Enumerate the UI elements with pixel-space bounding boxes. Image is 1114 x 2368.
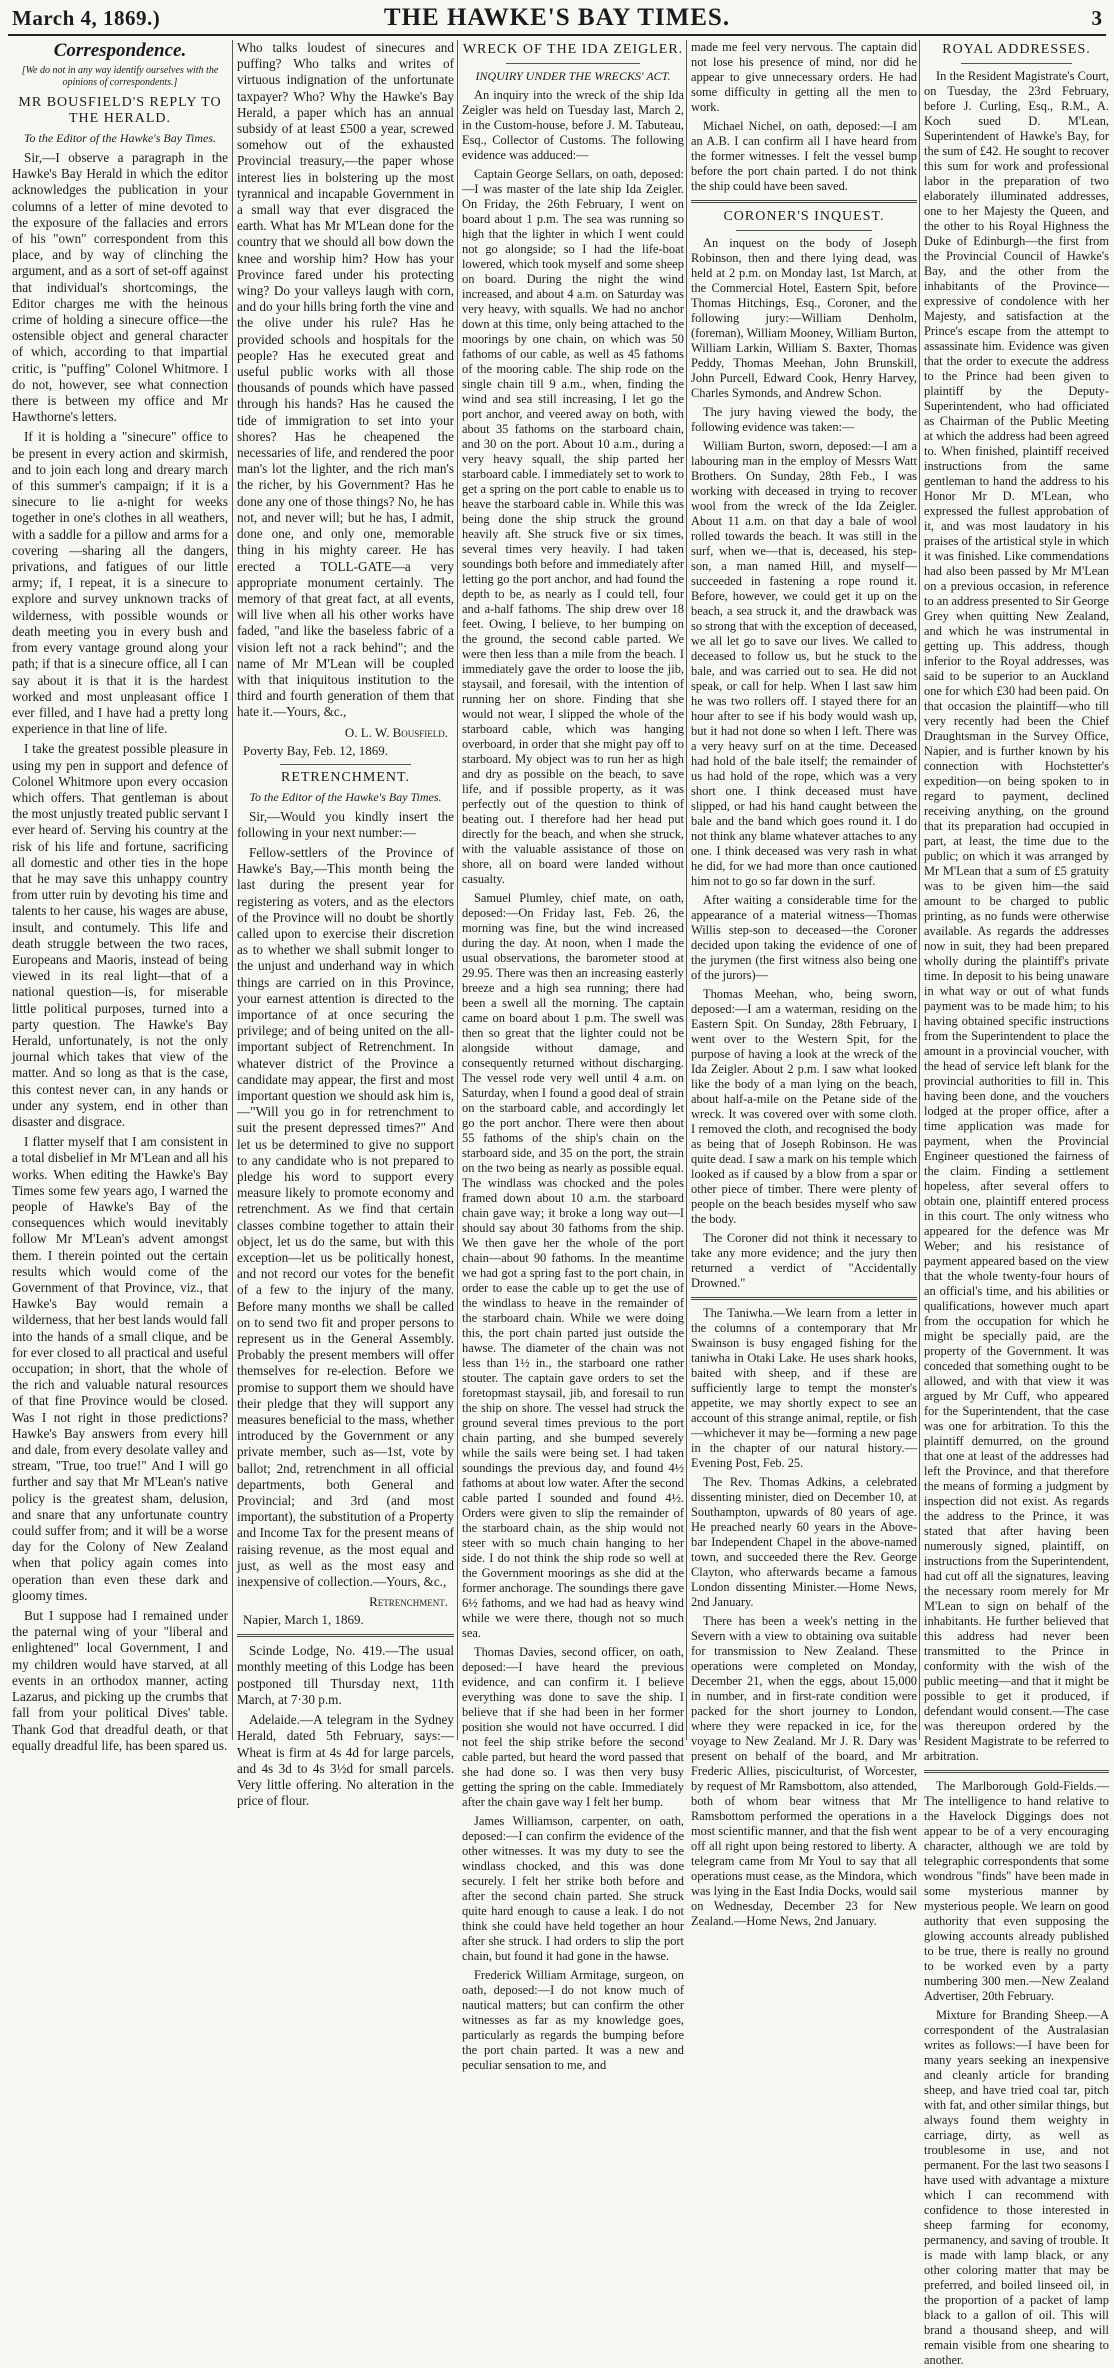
letter-title-retrenchment: RETRENCHMENT. [280, 769, 410, 785]
paragraph: After waiting a considerable time for the appearance of a material witness—Thomas Willis step-son to deceased—the Coroner decided upon taking the evidence of one of the jurymen (the first witness also being one of the jurors)— [691, 893, 917, 982]
paragraph: The jury having viewed the body, the following evidence was taken:— [691, 405, 917, 434]
letter-address: To the Editor of the Hawke's Bay Times. [249, 789, 442, 804]
divider [736, 230, 872, 231]
column-2 [232, 40, 458, 1809]
letter-signature: O. L. W. Bousfield. [344, 724, 448, 740]
news-item-adkins: The Rev. Thomas Adkins, a celebrated dissenting minister, died on December 10, at Southampton, upwards of 80 years of age. He preached nearly 60 years in the Above-bar Independent Chapel in the above-named town, and succeeded there the Rev. George Clayton, who afterwards became a famous London dissenting Minister.—Home News, 2nd January. [691, 1475, 917, 1609]
article-title-inquest: CORONER'S INQUEST. [723, 209, 885, 224]
paragraph: made me feel very nervous. The captain did not lose his presence of mind, nor did he appear to give unnecessary orders. He had some difficulty in getting all the men to work. [691, 40, 917, 114]
paragraph: Michael Nichel, on oath, deposed:—I am an A.B. I can confirm all I have heard from the former witnesses. I felt the vessel bump before the port chain parted. I do not think the ship could have been saved. [691, 119, 917, 193]
paragraph: Thomas Davies, second officer, on oath, deposed:—I have heard the previous evidence, and can confirm it. I believe everything was done to save the ship. I believe that if she had been in her former position she would not have occurred. I did not feel the ship strike before the second cable parted, but heard the word passed that she had done so. I was then very busy getting the spring on the cable. Immediately after the chain gave way I felt her bump. [462, 1645, 684, 1809]
article-title-royal-addresses: ROYAL ADDRESSES. [942, 42, 1091, 57]
news-item-taniwha: The Taniwha.—We learn from a letter in the columns of a contemporary that Mr Swainson is busy engaged fishing for the taniwha in Otaki Lake. He uses shark hooks, baited with sheep, and if these are sufficiently large to tempt the monster's appetite, we may shortly expect to see an account of this strange animal, reptile, or fish—whichever it may be—forming a new page in the chapter of our natural history.—Evening Post, Feb. 25. [691, 1306, 917, 1470]
masthead [8, 4, 1106, 36]
letter-title-bousfield: MR BOUSFIELD'S REPLY TO THE HERALD. [18, 95, 222, 126]
article-subtitle: INQUIRY UNDER THE WRECKS' ACT. [475, 69, 671, 83]
news-item-lodge: Scinde Lodge, No. 419.—The usual monthly meeting of this Lodge has been postponed till Thursday next, 11th March, at 7·30 p.m. [237, 1643, 454, 1707]
paragraph: An inquest on the body of Joseph Robinson, then and there lying dead, was held at 2 p.m. on Monday last, 1st March, at the Commercial Hotel, Eastern Spit, before Thomas Hitchings, Esq., Coroner, and the following jury:—William Denholm, (foreman), William Mooney, William Burton, William Larkin, William S. Baxter, Thomas Peddy, Thomas Meehan, John Brunskill, John Purcell, Edward Cook, Henry Harvey, Charles Symonds, and Andrew Schon. [691, 236, 917, 400]
issue-date: March 4, 1869.) [12, 6, 161, 30]
paragraph: Samuel Plumley, chief mate, on oath, deposed:—On Friday last, Feb. 26, the morning was fine, but the wind increased during the day. At noon, when I made the usual observations, the barometer stood at 29.95. There was then an increasing easterly breeze and a high sea running; there had been a swell all the morning. The captain came on board about 1 p.m. The swell was then so great that the lighter could not be alongside without damage, and consequently returned without discharging. The vessel rode very well until 4 a.m. on Saturday, when I found a good deal of strain on the starboard cable, and accordingly let go the port anchor. There were then about 55 fathoms of the ship's chain on the starboard side, and 35 on the port, the strain on the two being as nearly as possible equal. The windlass was chocked and the poles framed down about 10 a.m. the starboard chain gave way; it broke a long way out—I should say about 30 fathoms from the ship. We then gave her the whole of the port chain—about 90 fathoms. In the meantime we had got a spring fast to the port chain, in order to ease the cable up to get the use of the windlass to heave in the remainder of the starboard chain. While we were doing this, the port chain parted just outside the hawse. The diameter of the chain was not less than 1½ in., the starboard one rather stouter. The captain gave orders to set the foretopmast staysail, jib, and foresail to run the ship on shore. The vessel had struck the ground several times previous to the port chain parting, and she bumped severely while the sails were being set. I had taken soundings the previous day, and found 4½ fathoms at about low water. After the second cable parted I sounded and found 4½. Orders were given to slip the remainder of the starboard chain, as the ship would not steer with so much chain hanging to her side. I do not think the ship rode so well at the Government moorings as she did at the former anchorage. The soundings there gave 6½ fathoms, and we had had as heavy wind while we were there, though not so much sea. [462, 891, 684, 1640]
news-item-salmon-ova: There has been a week's netting in the Severn with a view to obtaining ova suitable for transmission to New Zealand. These operations were completed on Monday, December 21, when the eggs, about 15,000 in number, and in first-rate condition were packed for the short journey to London, where they were repacked in ice, for the voyage to New Zealand. Mr J. R. Dary was present on behalf of the board, and Mr Frederic Allies, pisciculturist, of Worcester, by request of Mr Ramsbottom, also attended, both of whom bear witness that Mr Ramsbottom performed the operations in a most scientific manner, and that the fish went off all right upon being restored to liberty. A telegram came from Mr Youl to say that all operations must cease, as the Mindora, which was lying in the East India Docks, would sail on Wednesday, December 23 for New Zealand.—Home News, 2nd January. [691, 1614, 917, 1928]
column-3 [457, 40, 688, 2072]
column-5 [919, 40, 1113, 2367]
paragraph: The Coroner did not think it necessary to take any more evidence; and the jury then returned a verdict of "Accidentally Drowned." [691, 1231, 917, 1290]
newspaper-title: THE HAWKE'S BAY TIMES. [383, 4, 731, 31]
paragraph: Who talks loudest of sinecures and puffing? Who talks and writes of virtuous indignation of the unfortunate taxpayer? Who? Why the Hawke's Bay Herald, a paper which has an annual subsidy of at least £500 a year, screwed somehow out of the exhausted Provincial treasury,—the paper whose interest lies in bolstering up the most tyrannical and incapable Government in a small way that ever disgraced the earth. What has Mr M'Lean done for the country that we should all bow down the knee and worship him? How has your Province fared under his protecting wing? Do your valleys laugh with corn, and do your hills bring forth the vine and the olive under his rule? Has he provided schools and hospitals for the people? Has he executed great and useful public works with all those thousands of pounds which have passed through his hands? Has he caused the tide of immigration to set into your shores? Has he cheapened the necessaries of life, and rendered the poor man's lot the lighter, and the rich man's the richer, by his Government? Has he done any one of those things? No, he has not, and never will; but he has, I admit, done one, and only one, memorable thing in his mighty career. He has erected a TOLL-GATE—a very appropriate monument certainly. The memory of that great fact, at all events, will live when all his other works have faded, "and like the baseless fabric of a vision left not a rack behind"; and the name of Mr M'Lean will be coupled with that iniquitous institution to the third and fourth generation of them that hate it.—Yours, &c., [237, 40, 454, 720]
divider [237, 1634, 454, 1637]
news-item-branding-sheep: Mixture for Branding Sheep.—A correspondent of the Australasian writes as follows:—I have been for many years seeking an inexpensive and cleanly article for branding sheep, and have tried coal tar, pitch with fat, and other similar things, but always found them weighty in carriage, dirty, as well as troublesome in use, and not permanent. For the last two seasons I have used with advantage a mixture which I can recommend with confidence to those interested in sheep farming for economy, permanency, and saving of trouble. It is made with lamp black, or any other coloring matter that may be preferred, and boiled linseed oil, in the proportion of a packet of lamp black to a gallon of oil. This will brand a thousand sheep, and will remain visible from one shearing to another. [924, 2008, 1109, 2367]
paragraph: I take the greatest possible pleasure in using my pen in support and defence of Colonel Whitmore upon every occasion which offers. That gentleman is about the most unjustly treated public servant I ever heard of. Serving his country at the risk of his life and fortune, sacrificing all domestic and other ties in the hope that he may save this unhappy country from utter ruin by devoting his time and talents to her cause, his wages are abuse, insult, and contumely. This life and death struggle between the two races, Europeans and Maoris, instead of being viewed in its real light—that of a national question—is, for miserable little political purposes, turned into a party question. The Hawke's Bay Herald, unfortunately, is not the only journal which takes that view of the matter. And so long as that is the case, this contest never can, in any hands or under any system, end in other than disaster and disgrace. [12, 741, 228, 1129]
editor-disclaimer: [We do not in any way identify ourselves with the opinions of correspondents.] [21, 65, 219, 88]
paragraph: Frederick William Armitage, surgeon, on oath, deposed:—I do not know much of nautical matters; but can confirm the other witnesses as far as my knowledge goes, particularly as regards the bumping before the port chain parted. It was a new and peculiar sensation to me, and [462, 1968, 684, 2072]
paragraph: Thomas Meehan, who, being sworn, deposed:—I am a waterman, residing on the Eastern Spit. On Sunday, 28th February, I went over to the Western Spit, for the purpose of having a look at the wreck of the Ida Zeigler. About 2 p.m. I saw what looked like the body of a man lying on the beach, about half-a-mile on the Petane side of the wreck. It was covered over with some cloth. I removed the cloth, and recognised the body as being that of Joseph Robinson. He was quite dead. I saw a mark on his temple which looked as if caused by a blow from a spar or other piece of timber. There were plenty of people on the beach besides myself who saw the body. [691, 987, 917, 1226]
paragraph: But I suppose had I remained under the paternal wing of your "liberal and enlightened" local Government, I and my children would have starved, at all events in an orthodox manner, acting Lazarus, and picking up the crumbs that fall from your political Dives' table. Thank God that dreadful death, or that equally dreadful life, has been spared us. [12, 1608, 228, 1753]
paragraph: Fellow-settlers of the Province of Hawke's Bay,—This month being the last during the present year for registering as voters, and as the electors of the Province will no doubt be shortly called upon to exercise their discretion as to whether we shall submit longer to the unjust and underhand way in which things are carried on in this Province, your earnest attention is directed to the importance of at once securing the privilege; and of being united on the all-important subject of Retrenchment. In whatever district of the Province a candidate may appear, the first and most important question we should ask him is,—"Will you go in for retrenchment to suit the present depressed times?" And let us be determined to give no support to any candidate who is not prepared to pledge his word to support every measure likely to promote economy and retrenchment. As we find that certain classes combine together to attain their object, let us do the same, but with this exception—let us be politically honest, and not record our votes for the benefit of a few to the injury of the many. Before many months we shall be called on to send two fit and proper persons to represent us in the General Assembly. Probably the present members will offer themselves for re-election. Before we promise to support them we should have their pledge that they will support any measures beneficial to the mass, whether introduced by the Government or any private member, such as—1st, vote by ballot; 2nd, retrenchment in all official departments, both General and Provincial; and 3rd (and most important), the substitution of a Property and Income Tax for the present means of raising revenue, as the most equal and just, as well as the most easy and inexpensive of collection.—Yours, &c., [237, 844, 454, 1590]
paragraph: I flatter myself that I am consistent in a total disbelief in Mr M'Lean and all his works. When editing the Hawke's Bay Times some few years ago, I warned the people of Hawke's Bay of the consequences which would inevitably follow Mr M'Lean's advent amongst them. I therein pointed out the certain results which would come of the Government of that Province, viz., that Hawke's Bay would remain a wilderness, that her best lands would fall into the hands of a small clique, and be for ever closed to all practical and useful occupation; in short, that the whole of the rich and valuable natural resources of that fine Province would be closed. Was I not right in those predictions? Hawke's Bay answers from every hill and dale, from every desolate valley and stream, "True, too true!" And I will go further and say that Mr M'Lean's native policy is the greatest sham, delusion, and snare that any unfortunate country could suffer from; and it will be a worse day for the Colony of New Zealand when that policy again comes into operation than even these dark and gloomy times. [12, 1134, 228, 1603]
columns [8, 40, 1109, 2367]
section-heading-correspondence: Correspondence. [53, 40, 187, 61]
letter-place-date: Poverty Bay, Feb. 12, 1869. [243, 742, 389, 758]
paragraph: James Williamson, carpenter, on oath, deposed:—I can confirm the evidence of the other witnesses. It was my duty to see the windlass chocked, and this was done securely. I felt her strike both before and after the second chain parted. She struck quite hard enough to cause a leak. I do not think she could have held together an hour after she struck. I had orders to slip the port chain, but found it had gone in the hawse. [462, 1814, 684, 1963]
letter-signature: Retrenchment. [369, 1594, 448, 1610]
news-item-adelaide: Adelaide.—A telegram in the Sydney Herald, dated 5th February, says:—Wheat is firm at 4s 4d for large parcels, and 4s 3d to 4s 3½d for small parcels. Very little offering. No alteration in the price of flour. [237, 1712, 454, 1809]
paragraph: Sir,—I observe a paragraph in the Hawke's Bay Herald in which the editor acknowledges the publication in your columns of a letter of mine devoted to the exposure of the fallacies and errors of his "own" correspondent from this place, and by way of clinching the argument, and as a sort of set-off against that individual's shortcomings, the Editor charges me with the heinous crime of holding a sinecure office—the ostensible object and general character of which, according to that impartial critic, is "puffing" Colonel Whitmore. I do not, however, see what connection there is between my office and Mr Hawthorne's letters. [12, 150, 228, 425]
column-4 [686, 40, 921, 1928]
paragraph: An inquiry into the wreck of the ship Ida Zeigler was held on Tuesday last, March 2, in the Custom-house, before J. M. Tabuteau, Esq., Collector of Customs. The following evidence was adduced:— [462, 88, 684, 162]
divider [506, 63, 639, 64]
column-1 [8, 40, 232, 1753]
paragraph: William Burton, sworn, deposed:—I am a labouring man in the employ of Messrs Watt Brothers. On Sunday, 28th Feb., I was working with deceased in trying to recover wool from the wreck of the Ida Zeigler. About 11 a.m. on that day a bale of wool rolled towards the beach. It was still in the surf, when we—that is, deceased, his step-son, a man named Hill, and myself—succeeded in fastening a rope round it. Before, however, we could get it up on the beach, a sea struck it, and the drawback was so strong that with the exception of deceased, we all let go to save our lives. We called to deceased to follow us, but he stuck to the bale, and was carried out to sea. He did not speak, or call for help. When I last saw him he was two rollers off. I stayed there for an hour after to see if his body would wash up, but it had not done so when I left. There was a very heavy surf on at the time. Deceased had hold of the bale itself; the remainder of us had hold of the rope, which was a very short one. I think deceased must have slipped, or had his hand caught between the bale and the band which goes round it. I do not think any blame whatever attaches to any one. I think deceased was very rash in what he did, for we had more than once cautioned him not to go so far down in the surf. [691, 439, 917, 888]
divider [691, 1297, 917, 1300]
divider [924, 1770, 1109, 1773]
page-number: 3 [1091, 6, 1102, 30]
paragraph: Sir,—Would you kindly insert the following in your next number:— [237, 808, 454, 840]
paragraph: Captain George Sellars, on oath, deposed:—I was master of the late ship Ida Zeigler. On Friday, the 26th February, I went on board about 1 p.m. The sea was running so high that the lighter in which I went could not go alongside; so I had the life-boat lowered, which took myself and some sheep on board. During the night the wind increased, and about 4 a.m. on Saturday was very heavy, with squalls. We had no anchor down at this time, only being attached to the moorings by one chain, on which was 50 fathoms of our cable, as well as 45 fathoms of the mooring cable. The ship rode on the single chain till 9 a.m., when, finding the wind and sea still increasing, I let go the port anchor, and veered away on both, with about 35 fathoms on the starboard chain, and 30 on the port. About 10 a.m., during a very heavy squall, the ship parted her starboard cable. I immediately set to work to get a spring on the port cable to enable us to heave the starboard cable in. While this was being done the ship struck the ground heavily aft. She struck five or six times, several times very heavily. I had taken soundings both before and immediately after letting go the port anchor, and had found the depth to be, as nearly as I could tell, four and a-half fathoms. The ship drew over 18 feet. Owing, I believe, to her bumping on the ground, the second cable parted. We were then less than a mile from the beach. I immediately gave the order to loose the jib, staysail, and foresail, with the intention of running her on shore. Finding that she would not wear, I slipped the whole of the starboard cable, which was hanging overboard, in order that she might pay off to starboard. My object was to run her as high and dry as possible on the beach, to save life, and if possible property, as it was perfectly out of the question to think of beating out. I therefore had her head put directly for the beach, and when she struck, with the valuable assistance of those on shore, all on board were landed without casualty. [462, 167, 684, 886]
divider [280, 764, 410, 765]
news-item-gold-fields: The Marlborough Gold-Fields.—The intelligence to hand relative to the Havelock Diggings does not appear to be of a very encouraging character, although we are told by telegraphic correspondents that some wondrous "finds" have been made in some mysterious manner by mysterious people. We learn on good authority that even supposing the glowing accounts already published to be true, there is really no ground to be worked even by a party numbering 300 men.—New Zealand Advertiser, 20th February. [924, 1779, 1109, 2003]
paragraph: If it is holding a "sinecure" office to be present in every action and skirmish, and to join each long and dreary march of this summer's campaign; if it is a sinecure to lie a-night for weeks together in one's clothes in all weathers, with a saddle for a pillow and arms for a covering —sharing all the dangers, privations, and fatigues of our little army; if, I repeat, it is a sinecure to explore and survey unknown tracks of wilderness, with possible wounds or death meeting you in every bush and from every vantage ground along your path; if that is a sinecure office, all I can say about it is that it is the hardest worked and most unpleasant office I ever filled, and I have had a pretty long experience in that line of life. [12, 429, 228, 737]
paragraph: In the Resident Magistrate's Court, on Tuesday, the 23rd February, before J. Curling, Esq., R.M., A. Koch sued D. M'Lean, Superintendent of Hawke's Bay, for the sum of £42. He sought to recover this sum for work and professional labor in the preparation of two elaborately illuminated addresses, one to her Majesty the Queen, and the other to his Royal Highness the Duke of Edinburgh—the first from the Provincial Council of Hawke's Bay, and the other from the inhabitants of the Province—expressive of condolence with her Majesty, and satisfaction at the Prince's escape from the attempt to assassinate him. Evidence was given that the order to execute the address to the Prince had been given to plaintiff by the Deputy-Superintendent, who had officiated as Chairman of the Public Meeting at which the address had been agreed to. When finished, plaintiff received instructions from the same gentleman to hand the address to his Honor Mr D. M'Lean, who expressed the fullest approbation of it, and was most laudatory in his praises of the artistical style in which it was finished. Like commendations had also been passed by Mr M'Lean on a previous occasion, in reference to an address presented to Sir George Grey when quitting New Zealand, and which he was instrumental in getting up. This address, though inferior to the Royal addresses, was said to be superior to an Auckland one for which £30 had been paid. On that occasion the plaintiff—who till very recently had been the Chief Draughtsman in the Survey Office, Napier, and is further known by his connection with Hochstetter's expedition—on being spoken to in regard to payment, declined receiving anything, on the ground that its preparation had occupied in part, at least, the time due to the public; on which it was arranged by Mr M'Lean that a sum of £5 gratuity was to be given him—the said amount to be charged to public printing, as no funds were otherwise available. As regards the addresses now in suit, they had been prepared wholly during the plaintiff's private time. In deposit to his being unaware in what way or out of what funds payment was to be made him; to his having obtained specific instructions from the Superintendent to place the amount in a provincial voucher, with the head of service left blank for the provincial authorities to fill in. This having been done, and the vouchers lodged at the proper office, after a time application was made for payment, when the Provincial Engineer questioned the fairness of the claim. Finding a settlement hopeless, after several offers to obtain one, plaintiff entered process in this court. The only witness who appeared for the defence was Mr Weber; and his resistance of payment appeared based on the view that the whole twenty-four hours of an official's time, and his abilities or qualifications, however much apart from the occupation for which he might be specially paid, are the property of the Government. It was conceded that something ought to be allowed, and with that view it was argued by Mr Cuff, who appeared for the Superintendent, that the case was one for arbitration. To this the plaintiff demurred, on the ground that one at least of the addresses had left the Province, and that therefore the means of forming a judgment by inspection did not exist. As regards the address to the Prince, it was stated that after having been numerously signed, plaintiff, on instructions from the Superintendent, had cut off all the signatures, leaving the necessary room merely for Mr M'Lean to sign on behalf of the inhabitants. He further believed that this address had never been transmitted to the Prince in conformity with the wish of the public meeting—and that it might be possible to get it produced, if defendant would consent.—The case was thereupon ordered by the Resident Magistrate to be referred to arbitration. [924, 69, 1109, 1763]
letter-address: To the Editor of the Hawke's Bay Times. [23, 131, 217, 145]
article-title-wreck: WRECK OF THE IDA ZEIGLER. [462, 42, 684, 57]
divider [961, 63, 1072, 64]
letter-place-date: Napier, March 1, 1869. [243, 1612, 364, 1628]
divider [691, 200, 917, 203]
